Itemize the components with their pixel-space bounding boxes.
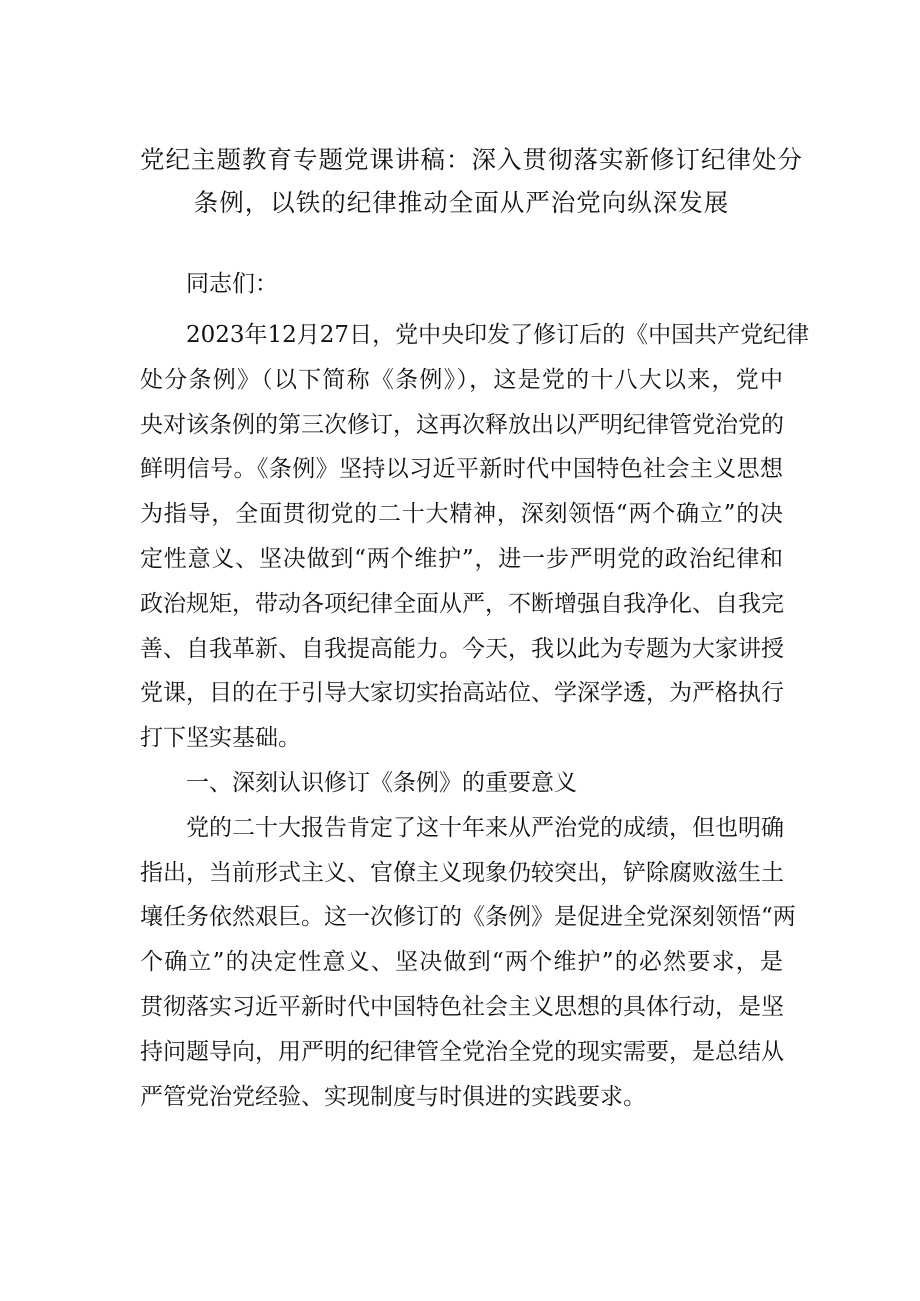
paragraph-line: 指出，当前形式主义、官僚主义现象仍较突出，铲除腐败滋生土 xyxy=(140,859,784,886)
paragraph-line: 党的二十大报告肯定了这十年来从严治党的成绩，但也明确 xyxy=(186,814,784,841)
paragraph-line: 壤任务依然艰巨。这一次修订的《条例》是促进全党深刻领悟“两 xyxy=(140,904,796,931)
section-heading-1: 一、深刻认识修订《条例》的重要意义 xyxy=(186,769,577,796)
paragraph-line: 个确立”的决定性意义、坚决做到“两个维护”的必然要求，是 xyxy=(140,949,783,976)
paragraph-line: 党课，目的在于引导大家切实抬高站位、学深学透，为严格执行 xyxy=(140,680,784,707)
paragraph-line: 央对该条例的第三次修订，这再次释放出以严明纪律管党治党的 xyxy=(140,411,784,438)
paragraph-line: 处分条例》（以下简称《条例》），这是党的十八大以来，党中 xyxy=(140,366,783,393)
paragraph-section1 xyxy=(140,806,796,1120)
paragraph-line: 贯彻落实习近平新时代中国特色社会主义思想的具体行动，是坚 xyxy=(140,993,784,1020)
document-title xyxy=(140,138,803,224)
document-page xyxy=(140,138,810,1119)
salutation: 同志们： xyxy=(186,271,278,297)
paragraph-line: 善、自我革新、自我提高能力。今天，我以此为专题为大家讲授 xyxy=(140,635,784,662)
paragraph-line: 政治规矩，带动各项纪律全面从严，不断增强自我净化、自我完 xyxy=(140,590,784,617)
paragraph-line: 定性意义、坚决做到“两个维护”，进一步严明党的政治纪律和 xyxy=(140,545,783,572)
paragraph-line: 2023年12月27日，党中央印发了修订后的《中国共产党纪律 xyxy=(186,322,810,348)
paragraph-line: 为指导，全面贯彻党的二十大精神，深刻领悟“两个确立”的决 xyxy=(140,501,783,528)
paragraph-line: 打下坚实基础。 xyxy=(140,725,301,752)
paragraph-line: 严管党治党经验、实现制度与时俱进的实践要求。 xyxy=(140,1083,646,1110)
paragraph-intro xyxy=(140,313,810,761)
paragraph-line: 持问题导向，用严明的纪律管全党治全党的现实需要，是总结从 xyxy=(140,1038,784,1065)
paragraph-line: 鲜明信号。《条例》坚持以习近平新时代中国特色社会主义思想 xyxy=(140,456,783,483)
title-line-1: 党纪主题教育专题党课讲稿：深入贯彻落实新修订纪律处分 xyxy=(140,145,803,174)
title-line-2: 条例，以铁的纪律推动全面从严治党向纵深发展 xyxy=(193,188,730,217)
